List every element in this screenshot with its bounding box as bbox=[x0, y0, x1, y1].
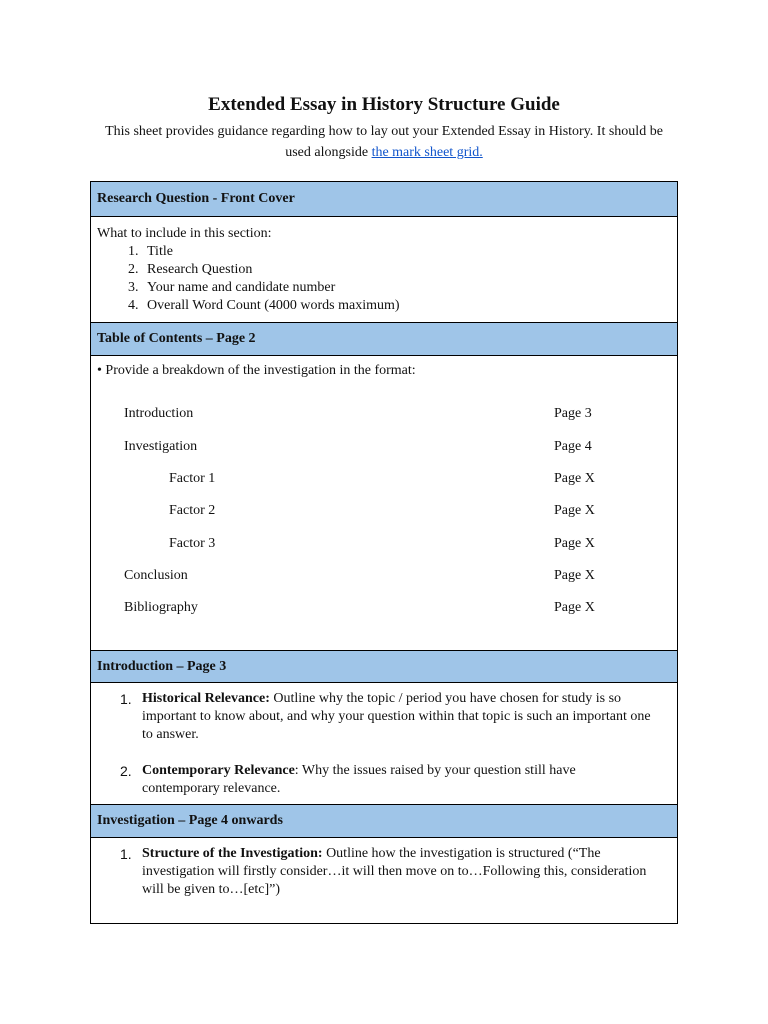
item-text: Outline how the investigation is structured (“The investigation will firstly consider…it will then move on to…Following this, consideration will be given to…[etc]”) bbox=[142, 846, 647, 897]
section-header-investigation: Investigation – Page 4 onwards bbox=[91, 805, 677, 838]
section-body-front-cover bbox=[91, 217, 677, 323]
toc-row bbox=[91, 406, 677, 426]
toc-page: Page 4 bbox=[554, 439, 592, 454]
item-text: Outline why the topic / period you have chosen for study is so important to know about, and why your question within that topic is such an important one to answer. bbox=[142, 691, 651, 742]
toc-page: Page 3 bbox=[554, 406, 592, 421]
front-cover-list bbox=[97, 243, 671, 315]
toc-label: Factor 2 bbox=[169, 503, 216, 518]
item-term: Structure of the Investigation: bbox=[142, 846, 323, 861]
item-term: Historical Relevance: bbox=[142, 691, 270, 706]
section-body-introduction bbox=[91, 683, 677, 805]
toc-page: Page X bbox=[554, 503, 595, 518]
toc-page: Page X bbox=[554, 568, 595, 583]
toc-label: Factor 1 bbox=[169, 471, 216, 486]
list-item bbox=[91, 762, 677, 798]
toc-label: Factor 3 bbox=[169, 536, 216, 551]
section-body-contents bbox=[91, 356, 677, 651]
list-marker: 2. bbox=[120, 763, 132, 779]
list-item bbox=[91, 690, 677, 744]
toc-page: Page X bbox=[554, 600, 595, 615]
list-marker: 1. bbox=[120, 846, 132, 862]
section-body-investigation bbox=[91, 838, 677, 923]
toc-row bbox=[91, 600, 677, 620]
structure-table bbox=[90, 181, 678, 924]
list-item bbox=[91, 845, 677, 899]
list-item: 2. Research Question bbox=[142, 261, 671, 279]
toc-label: Conclusion bbox=[124, 568, 188, 583]
toc-page: Page X bbox=[554, 471, 595, 486]
introduction-list bbox=[91, 690, 677, 798]
intro-text: This sheet provides guidance regarding how to lay out your Extended Essay in History. It should be used alongside bbox=[105, 124, 663, 160]
section-header-contents: Table of Contents – Page 2 bbox=[91, 323, 677, 356]
list-marker: 1. bbox=[120, 691, 132, 707]
list-item: 4. Overall Word Count (4000 words maximum) bbox=[142, 297, 671, 315]
toc-row bbox=[91, 471, 677, 491]
toc-label: Introduction bbox=[124, 406, 194, 421]
list-item: 1. Title bbox=[142, 243, 671, 261]
list-item: 3. Your name and candidate number bbox=[142, 279, 671, 297]
front-cover-lead: What to include in this section: bbox=[97, 226, 272, 241]
section-header-introduction: Introduction – Page 3 bbox=[91, 651, 677, 683]
toc-label: Bibliography bbox=[124, 600, 198, 615]
toc-row bbox=[91, 536, 677, 556]
toc-row bbox=[91, 568, 677, 588]
toc-row bbox=[91, 503, 677, 523]
intro-paragraph bbox=[100, 121, 668, 163]
item-text: : Why the issues raised by your question still have contemporary relevance. bbox=[142, 763, 576, 796]
toc-page: Page X bbox=[554, 536, 595, 551]
section-header-front-cover: Research Question - Front Cover bbox=[91, 182, 677, 217]
toc-label: Investigation bbox=[124, 439, 198, 454]
contents-lead: • Provide a breakdown of the investigation in the format: bbox=[97, 363, 416, 378]
page-title: Extended Essay in History Structure Guide bbox=[208, 94, 560, 115]
investigation-list bbox=[91, 845, 677, 899]
toc-row bbox=[91, 439, 677, 459]
mark-sheet-link[interactable]: the mark sheet grid. bbox=[371, 145, 483, 160]
item-term: Contemporary Relevance bbox=[142, 763, 295, 778]
